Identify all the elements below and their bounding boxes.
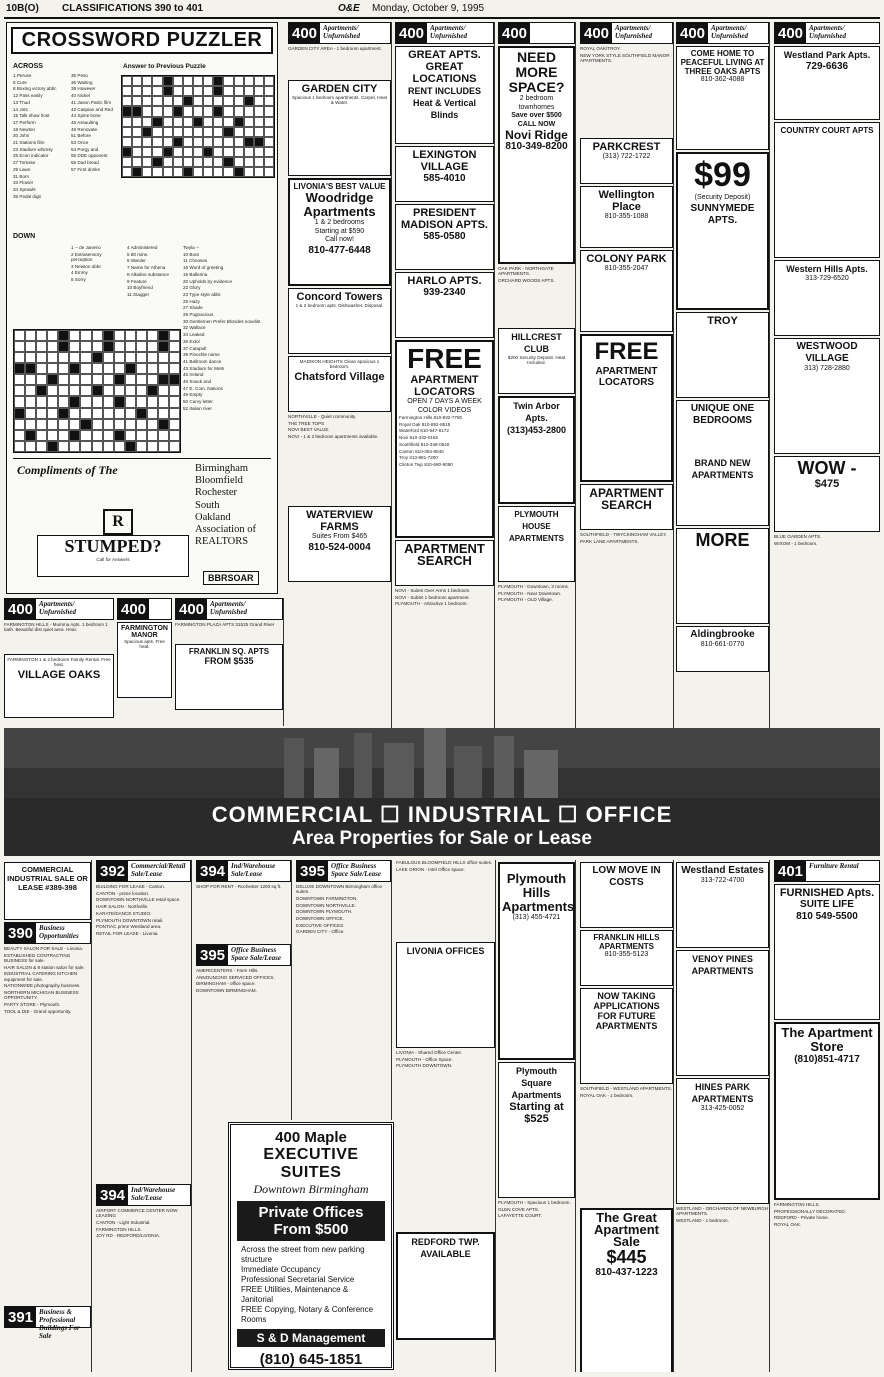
section-title: Office Business Space Sale/Lease xyxy=(331,862,381,878)
ad-phone: (313) 722-1722 xyxy=(602,153,651,160)
col-a xyxy=(288,22,392,728)
section-header xyxy=(395,22,494,44)
section-header xyxy=(196,944,291,966)
ad-phone: 313-722-4700 xyxy=(700,877,745,884)
city-skyline-image xyxy=(4,728,880,798)
ad-title: FURNISHED Apts. xyxy=(779,887,875,899)
ad-phone: 810-355-2047 xyxy=(604,265,649,272)
ad-copy: PLYMOUTH - Spacious 1 bedroom. GLEN COVE APTS. LAFAYETTE COURT. xyxy=(498,1200,571,1219)
section-number: 390 xyxy=(5,923,36,943)
ad-title: Plymouth Hills Apartments xyxy=(502,871,575,914)
sponsor-line: REALTORS xyxy=(195,536,249,548)
section-header xyxy=(96,860,191,882)
ad-title: HILLCREST CLUB xyxy=(511,332,562,354)
section-title: Furniture Rental xyxy=(809,862,859,870)
ad-title: HARLO APTS. xyxy=(407,275,482,287)
section-number: 395 xyxy=(297,861,328,881)
ad-sub: APARTMENT LOCATORS xyxy=(410,374,479,398)
ad-title: The Apartment Store xyxy=(781,1025,873,1054)
ad-mgmt: S & D Management xyxy=(237,1329,385,1347)
ad-cta: Call now! xyxy=(325,236,354,243)
ad-title: Wellington Place xyxy=(598,189,655,213)
ad-title: WATERVIEW FARMS xyxy=(306,509,373,533)
ad-phone: 313-729-6520 xyxy=(805,275,849,282)
ad-title: LOW MOVE IN COSTS xyxy=(592,865,661,888)
ad-copy: OAK PARK - NORTHGATE APARTMENTS. ORCHARD WOODS APTS. xyxy=(498,266,555,283)
ad-waterview xyxy=(288,506,391,582)
across-clues: 1 Peruse 5 Cure 8 Boxing victory abbr. 12 Pass easily 13 Thud 14 Jots 15 Talk show host 17 Perform 18 Newton 20 John 21 Stations film 23 Stadium whimsy 25 Econ indicator 27 Tortoise 29 Lawn 31 Born 33 Flower 34 Sprawls 35 Pedal digit xyxy=(13,73,57,199)
ad-phone: 810-661-0770 xyxy=(700,641,745,648)
ad-phone: 810-477-6448 xyxy=(308,244,371,256)
issue-date: Monday, October 9, 1995 xyxy=(372,3,485,14)
ad-title: Western Hills Apts. xyxy=(786,264,868,274)
ad-troy xyxy=(676,312,769,398)
ad-plymouth-hills xyxy=(498,862,575,1060)
section-number: 400 xyxy=(118,599,149,619)
ad-phone: 585-0580 xyxy=(423,231,466,242)
ad-phone: 810-362-4088 xyxy=(700,76,745,83)
col-c-lower xyxy=(498,860,576,1372)
ad-three-oaks xyxy=(676,46,769,150)
ad-great-sale xyxy=(580,1208,673,1372)
ad-sub: APARTMENT LOCATORS xyxy=(595,366,658,388)
ad-parkcrest xyxy=(580,138,673,184)
ad-phone: (313)453-2800 xyxy=(506,425,567,435)
col-b xyxy=(395,22,495,728)
ad-phone: 313-425-0052 xyxy=(700,1105,745,1112)
board-tag: BBRSOAR xyxy=(203,571,259,585)
ad-sub: 2 bedroom townhomes xyxy=(518,95,555,111)
ad-title: NOW TAKING APPLICATIONS FOR FUTURE APARTMENTS xyxy=(593,991,660,1031)
section-header xyxy=(196,860,291,882)
ad-apt-search xyxy=(395,540,494,586)
ad-title: Concord Towers xyxy=(296,291,383,303)
section-number: 400 xyxy=(499,23,530,43)
ad-copy: FARMINGTON HILLS - Mumma Apts. 1 bedroom 1 bath. Beautiful dist quiet area. Heat. xyxy=(4,622,108,633)
section-header xyxy=(498,22,575,44)
ad-more xyxy=(676,528,769,624)
col-394 xyxy=(196,860,292,1120)
ad-copy: FARMINGTON HILLS. PROFESSIONALLY DECORATED. REDFORD - Private home. ROYAL OAK. xyxy=(774,1202,846,1228)
ad-brand-new: BRAND NEW APARTMENTS xyxy=(691,458,754,480)
ad-title: TROY xyxy=(707,315,738,327)
crossword-box xyxy=(6,22,278,594)
ad-title: COUNTRY COURT APTS xyxy=(780,126,874,135)
ad-title: Twin Arbor Apts. xyxy=(513,401,560,423)
ad-redford xyxy=(396,1232,495,1340)
ad-bullet: FREE Utilities, Maintenance & Janitorial xyxy=(241,1285,349,1304)
ad-country-court xyxy=(774,122,880,258)
crossword-title: CROSSWORD PUZZLER xyxy=(11,27,273,54)
ad-plymouth-square xyxy=(498,1062,575,1198)
sponsor-line: Rochester xyxy=(195,487,237,499)
col-d-lower xyxy=(580,860,674,1372)
ad-title: LIVONIA OFFICES xyxy=(406,946,485,956)
ad-hillcrest: HILLCREST CLUB $200 Security Deposit. Heat Included. xyxy=(498,328,575,394)
ad-copy: GARDEN CITY AREA - 1 bedroom apartment. xyxy=(288,46,382,51)
col-390 xyxy=(4,860,92,1372)
ad-title: GARDEN CITY xyxy=(301,83,378,95)
banner-line-1: COMMERCIAL ☐ INDUSTRIAL ☐ OFFICE xyxy=(211,802,673,827)
section-header xyxy=(580,22,673,44)
ad-phone: 810-437-1223 xyxy=(595,1267,658,1278)
ad-sub: 1 & 2 bedrooms xyxy=(314,219,365,226)
realtor-logo-icon: R xyxy=(103,509,133,535)
ad-lexington xyxy=(395,146,494,202)
ad-western-hills xyxy=(774,260,880,336)
ad-title: GREAT APTS. GREAT LOCATIONS xyxy=(408,49,481,85)
sponsor-list xyxy=(195,463,256,548)
ad-great-apts xyxy=(395,46,494,144)
stumped-box xyxy=(37,535,189,577)
down-clues-2: 4 Administered 5 80 mins. 6 Warder 7 Name for Athena 8 Alkaline substance 9 Feature 10 Boyfriend 11 Stagger xyxy=(127,245,169,297)
ad-phone: 810 549-5500 xyxy=(796,911,858,922)
ad-aldingbrooke xyxy=(676,626,769,672)
answer-grid xyxy=(121,75,275,178)
ad-copy: DELUXE DOWNTOWN Birmingham office suites. DOWNTOWN FARMINGTON. DOWNTOWN NORTHVILLE. DOWNTOWN PLYMOUTH. DOWNTOWN OFFICE. EXECUTIVE OFFICES. GARDEN CITY - Office. xyxy=(296,884,383,935)
ad-status: AVAILABLE xyxy=(420,1249,471,1259)
ad-wow xyxy=(774,456,880,532)
puzzle-grid xyxy=(13,329,181,453)
ad-offices: Private Offices From $500 xyxy=(237,1201,385,1241)
ad-unique xyxy=(676,400,769,526)
ad-phone: (810)851-4717 xyxy=(794,1054,860,1065)
answer-heading: Answer to Previous Puzzle xyxy=(123,63,206,70)
ad-westwood xyxy=(774,338,880,454)
section-header xyxy=(676,22,769,44)
down-clues-3: Twyla -- 10 Boot 11 Chooses 16 Word of greeting 19 Ballerina 20 Upholds by evidence 22 Glory 23 Type style abbr. 25 Hazy 27 Shade 29 Pugnacious 30 Gentlemen Prefer Blondes novelist 32 Wallace 34 Leaked 36 Extol 37 Catapult 39 Pinochle name 41 Ballroom dance 43 Stadium for Mets 45 Ireland 46 Snack and 47 E. Com. Nations 49 Empty 50 Curvy letter 52 Italian river xyxy=(183,245,261,411)
ad-title: COLONY PARK xyxy=(586,253,667,265)
across-clues-2: 35 Peso 36 Waiting 38 However 40 Nickel 41 Jason Patric film 42 Caspian and Red 44 Spine bone 46 Assaulting 48 Renovate 51 Before 53 Once 54 Porgy and 55 DDE opponent 56 Dad bread 57 First drinks xyxy=(71,73,113,172)
ad-phone: (313) 455-4721 xyxy=(512,914,561,921)
ad-copy: SHOP FOR RENT - Rochester 1200 sq ft. xyxy=(196,884,282,889)
sponsor-line: Bloomfield xyxy=(195,475,243,487)
ad-title: FARMINGTON MANOR xyxy=(121,625,168,639)
ad-title: UNIQUE ONE BEDROOMS xyxy=(690,403,755,426)
ad-westland-estates xyxy=(676,862,769,948)
ad-title: COME HOME TO PEACEFUL LIVING AT THREE OAKS APTS xyxy=(680,49,765,76)
ad-now-taking xyxy=(580,988,673,1084)
ad-title: APARTMENT SEARCH xyxy=(404,541,485,568)
ad-venoy xyxy=(676,950,769,1076)
page-number: 10B(O) xyxy=(6,3,39,14)
ad-400-maple xyxy=(228,1122,394,1370)
ad-title: APARTMENT SEARCH xyxy=(589,486,664,512)
ad-title: REDFORD TWP. xyxy=(411,1237,480,1247)
section-header xyxy=(175,598,283,620)
section-header xyxy=(4,922,91,944)
ad-phone: 810-355-1088 xyxy=(604,213,649,220)
paper-name: O&E xyxy=(338,3,360,14)
ad-bullet: Professional Secretarial Service xyxy=(241,1275,355,1284)
ad-phone: 729-6636 xyxy=(805,61,849,72)
section-title: Apartments/ Unfurnished xyxy=(809,24,846,40)
ad-chatsford: MADISON HEIGHTS Clean spacious 1 bedroom. Chatsford Village xyxy=(288,356,391,412)
ad-copy: AMERICENTERS - Farm Hills. ANNOUNCING SERVICED OFFICES. BIRMINGHAM - office space. DOWNTOWN BIRMINGHAM. xyxy=(196,968,275,994)
ad-sub: EXECUTIVE SUITES xyxy=(263,1146,359,1181)
section-number: 394 xyxy=(97,1185,128,1205)
ad-title: PRESIDENT MADISON APTS. xyxy=(401,207,488,231)
ad-copy: SOUTHFIELD - WESTLAND APARTMENTS. ROYAL OAK - 1 bedroom. xyxy=(580,1086,672,1098)
section-number: 400 xyxy=(396,23,427,43)
section-number: 400 xyxy=(176,599,207,619)
col-c xyxy=(498,22,576,728)
ad-westland-park xyxy=(774,46,880,120)
sponsor-line: Association of xyxy=(195,524,256,536)
ad-title: Chatsford Village xyxy=(294,370,385,383)
section-header xyxy=(288,22,391,44)
ad-price: FROM $535 xyxy=(204,656,254,666)
section-header xyxy=(4,598,114,620)
ad-name: SUNNYMEDE APTS. xyxy=(690,202,755,226)
ad-price: $445 xyxy=(606,1247,647,1267)
section-header xyxy=(117,598,172,620)
section-title: Ind/Warehouse Sale/Lease xyxy=(231,862,276,878)
ad-copy: SOUTHFIELD - TWYCKINGHAM VALLEY. PARK LANE APARTMENTS. xyxy=(580,532,668,544)
col-e xyxy=(676,22,770,728)
section-number: 392 xyxy=(97,861,128,881)
ad-copy: BEAUTY SALON FOR SALE - Livonia. ESTABLISHED CONTRACTING BUSINESS for sale. HAIR SALON & 8 station salon for sale. INDUSTRIAL CATERING KITCHEN equipment for sale. NATIONWIDE photography business. NORTHERN MICHIGAN BUSINESS OPPORTUNITY. PARTY STORE - Plymouth. TOOL & DIE - Grand opportunity. xyxy=(4,946,85,1014)
ad-plymouth-house xyxy=(498,506,575,582)
ad-phone: 810-524-0004 xyxy=(308,541,371,553)
ad-furnished xyxy=(774,884,880,1020)
ad-free-locators-2 xyxy=(580,334,673,482)
ad-title: VENOY PINES APARTMENTS xyxy=(691,954,754,976)
ad-apt-search-2 xyxy=(580,484,673,530)
ad-title: FREE xyxy=(407,343,482,374)
ad-copy: FARMINGTON PLAZA APTS 31525 Grand River xyxy=(175,622,275,627)
section-header xyxy=(774,860,880,882)
ad-title: Westland Park Apts. xyxy=(783,50,871,60)
section-title: Business Opportunities xyxy=(39,924,79,940)
ad-phone: 939-2340 xyxy=(423,287,466,298)
col-f-lower xyxy=(774,860,880,1372)
section-title: Apartments/ Unfurnished xyxy=(323,24,360,40)
section-header xyxy=(96,1184,191,1206)
section-range: CLASSIFICATIONS 390 to 401 xyxy=(62,3,203,14)
ad-copy: PLYMOUTH - Downtown, 3 rooms. PLYMOUTH - Near Downtown. PLYMOUTH - OLD Village. xyxy=(498,584,570,603)
ad-concord: Concord Towers 1 & 2 bedroom apts. Dishwasher. Disposal. xyxy=(288,288,391,354)
ad-sunnymede xyxy=(676,152,769,310)
ad-title: Aldingbrooke xyxy=(690,629,755,640)
ad-price: Suites From $465 xyxy=(311,533,368,540)
ad-apartment-store xyxy=(774,1022,880,1200)
ad-livonia-offices xyxy=(396,942,495,1048)
section-number: 401 xyxy=(775,861,806,881)
ad-phone: 810-355-5123 xyxy=(604,951,649,958)
ad-title: WOW - xyxy=(797,458,857,478)
ad-title: HINES PARK APARTMENTS xyxy=(691,1082,754,1104)
ad-copy: WESTLAND - ORCHARDS OF NEWBURGH APARTMENTS. WESTLAND - 1 bedroom. xyxy=(676,1206,769,1223)
ad-title: Plymouth Square Apartments xyxy=(511,1066,562,1100)
ad-sub: (Security Deposit) xyxy=(694,194,751,201)
across-heading: ACROSS xyxy=(13,63,43,70)
ad-title: NEED MORE SPACE? xyxy=(508,49,565,95)
ad-bullet: Immediate Occupancy xyxy=(241,1265,321,1274)
left-400-block xyxy=(4,598,284,726)
section-title: Office Business Space Sale/Lease xyxy=(231,946,281,962)
section-title: Commercial/Retail Sale/Lease xyxy=(131,862,186,878)
ad-bullets xyxy=(231,1245,391,1325)
ad-title: The Great Apartment Sale xyxy=(593,1210,659,1249)
stumped-title: STUMPED? xyxy=(64,536,162,556)
section-header xyxy=(4,1306,91,1340)
section-number: 400 xyxy=(5,599,36,619)
ad-price: $475 xyxy=(814,478,840,490)
ad-phone: 313) 728-2880 xyxy=(804,365,850,372)
ad-copy: BLUE GARDEN APTS. WIXOM - 1 bedroom. xyxy=(774,534,822,546)
sponsor-rule xyxy=(13,458,271,459)
ad-phone: 585-4010 xyxy=(423,173,466,184)
ad-phone: 810-349-8200 xyxy=(505,141,568,152)
ad-save: Save over $500 CALL NOW xyxy=(511,112,562,128)
section-number: 400 xyxy=(289,23,320,43)
col-392 xyxy=(96,860,192,1372)
ad-title: MORE xyxy=(695,530,750,550)
section-number: 400 xyxy=(581,23,612,43)
ad-novi-ridge xyxy=(498,46,575,264)
ad-village-oaks: FARMINGTON 1 & 2 bedroom Family Rental. Free heat. VILLAGE OAKS xyxy=(4,654,114,718)
section-title: Apartments/ Unfurnished xyxy=(615,24,652,40)
sponsor-text: Compliments of The xyxy=(17,463,118,477)
ad-title: FRANKLIN SQ. APTS xyxy=(188,647,270,656)
sponsor-line: Birmingham xyxy=(195,463,249,474)
ad-rent: RENT INCLUDES Heat & Vertical Blinds xyxy=(407,86,481,120)
ad-title: 400 Maple xyxy=(275,1129,347,1146)
section-title: Apartments/ Unfurnished xyxy=(711,24,748,40)
ad-price: Starting at $525 xyxy=(509,1101,564,1125)
section-title: Apartments/ Unfurnished xyxy=(430,24,467,40)
ad-name: Novi Ridge xyxy=(505,128,568,142)
ad-copy: AIRPORT COMMERCE CENTER NOW LEASING CANTON - Light Industrial. FARMINGTON HILLS. JOY RD - REDFORD/LIVONIA. xyxy=(96,1208,178,1239)
ad-name: Woodridge Apartments xyxy=(303,190,376,219)
section-title: Apartments/ Unfurnished xyxy=(210,600,247,616)
section-number: 395 xyxy=(197,945,228,965)
section-header xyxy=(296,860,391,882)
ad-hines-park xyxy=(676,1078,769,1204)
ad-franklin-hills xyxy=(580,930,673,986)
ad-copy: NOVI - Suites Over Arms 1 bedroom. NOVI - Sublet 1 bedroom apartment. PLYMOUTH - Attractive 1 bedroom. xyxy=(395,588,471,607)
ad-colony-park xyxy=(580,250,673,332)
ad-title: LIVONIA'S BEST VALUE xyxy=(293,182,386,191)
ad-copy: LIVONIA - Shared Office Center. PLYMOUTH - Office Space. PLYMOUTH DOWNTOWN. xyxy=(396,1050,463,1069)
header-rule xyxy=(4,17,880,19)
ad-title: PARKCREST xyxy=(592,141,661,153)
ad-title: PLYMOUTH HOUSE APARTMENTS xyxy=(509,510,564,543)
col-f xyxy=(774,22,880,728)
ad-price: Starting at $590 xyxy=(314,227,365,235)
ad-title: Westland Estates xyxy=(681,865,764,876)
ad-president xyxy=(395,204,494,270)
ad-bullet: Across the street from new parking structure xyxy=(241,1245,365,1264)
section-number: 400 xyxy=(677,23,708,43)
ad-copy: BUILDING FOR LEASE - Canton. CANTON - prime location. DOWNTOWN NORTHVILLE retail space. HAIR SALON - Northville. KARATE/DANCE STUDIO. PLYMOUTH DOWNTOWN retail. PONTIAC prime Westland area. RETAIL FOR LEASE - Livonia. xyxy=(96,884,181,936)
ad-name: SUITE LIFE xyxy=(800,899,854,910)
ad-harlo xyxy=(395,272,494,338)
down-heading: DOWN xyxy=(13,233,36,240)
col-e-lower xyxy=(676,860,770,1372)
ad-twin-arbor xyxy=(498,396,575,504)
section-header xyxy=(774,22,880,44)
ad-wellington xyxy=(580,186,673,248)
banner-line-2: Area Properties for Sale or Lease xyxy=(292,828,592,849)
ad-location: Downtown Birmingham xyxy=(253,1182,369,1196)
ad-copy: NORTHVILLE - Quiet community. THE TREE TOPS NOVI BEST VALUE. NOVI - 1 & 2 bedroom apartments available. xyxy=(288,414,379,440)
section-number: 400 xyxy=(775,23,806,43)
ad-price: $99 xyxy=(694,156,751,194)
section-title: Ind/Warehouse Sale/Lease xyxy=(131,1186,176,1202)
sponsor-line: South xyxy=(195,499,220,511)
ad-woodridge xyxy=(288,178,391,286)
commercial-box: COMMERCIAL INDUSTRIAL SALE OR LEASE #389-398 xyxy=(4,862,91,920)
ad-garden-city: GARDEN CITY Spacious 1 bedroom apartments. Carpet, Heat & Water. xyxy=(288,80,391,176)
section-title: Business & Professional Buildings For Sale xyxy=(39,1308,80,1340)
ad-title: LEXINGTON VILLAGE xyxy=(412,149,477,173)
ad-title: VILLAGE OAKS xyxy=(17,668,101,681)
section-number: 391 xyxy=(5,1307,36,1327)
col-b-lower xyxy=(396,860,496,1372)
section-number: 394 xyxy=(197,861,228,881)
skyline-icon xyxy=(4,728,880,798)
ad-title: WESTWOOD VILLAGE xyxy=(796,341,858,364)
sponsor-line: Oakland xyxy=(195,511,231,523)
ad-title: FRANKLIN HILLS APARTMENTS xyxy=(593,933,660,951)
ad-free-locators: FREE APARTMENT LOCATORS OPEN 7 DAYS A WEEK COLOR VIDEOS Farmington Hills 810-932-7780 Royal Oak 810-852-8515 Waterford 810-547-9172 Novi 810-332-0182 Southfield 810-348-0540 Canton 810-354-8040 Troy 313-981-7200 Clinton Twp 810-680-9090 xyxy=(395,340,494,538)
ad-bullet: FREE Copying, Notary & Conference Rooms xyxy=(241,1305,374,1324)
ad-title: FREE xyxy=(594,338,659,365)
section-title: Apartments/ Unfurnished xyxy=(39,600,76,616)
ad-phone: (810) 645-1851 xyxy=(259,1351,363,1368)
col-d xyxy=(580,22,674,728)
down-clues: 1 -- de Janeiro 2 Extrasensory perception 3 Newton abbr. 4 Emmy 5 Sorry xyxy=(71,245,102,283)
col-395 xyxy=(296,860,392,1120)
ad-copy: ROYAL OAK/TROY. NEW YORK STYLE SOUTHFIELD MANOR APARTMENTS. xyxy=(580,46,670,63)
ad-note: OPEN 7 DAYS A WEEK COLOR VIDEOS xyxy=(407,398,482,414)
commercial-banner xyxy=(4,798,880,856)
ad-franklin-sq xyxy=(175,644,283,710)
stumped-sub: Call for Answers xyxy=(96,557,130,562)
ad-copy: FABULOUS BLOOMFIELD HILLS office suites. LAKE ORION - Intel Office space. xyxy=(396,860,493,872)
ad-farmington-manor: FARMINGTON MANOR Spacious apts. Free heat. xyxy=(117,622,172,698)
ad-low-move xyxy=(580,862,673,928)
